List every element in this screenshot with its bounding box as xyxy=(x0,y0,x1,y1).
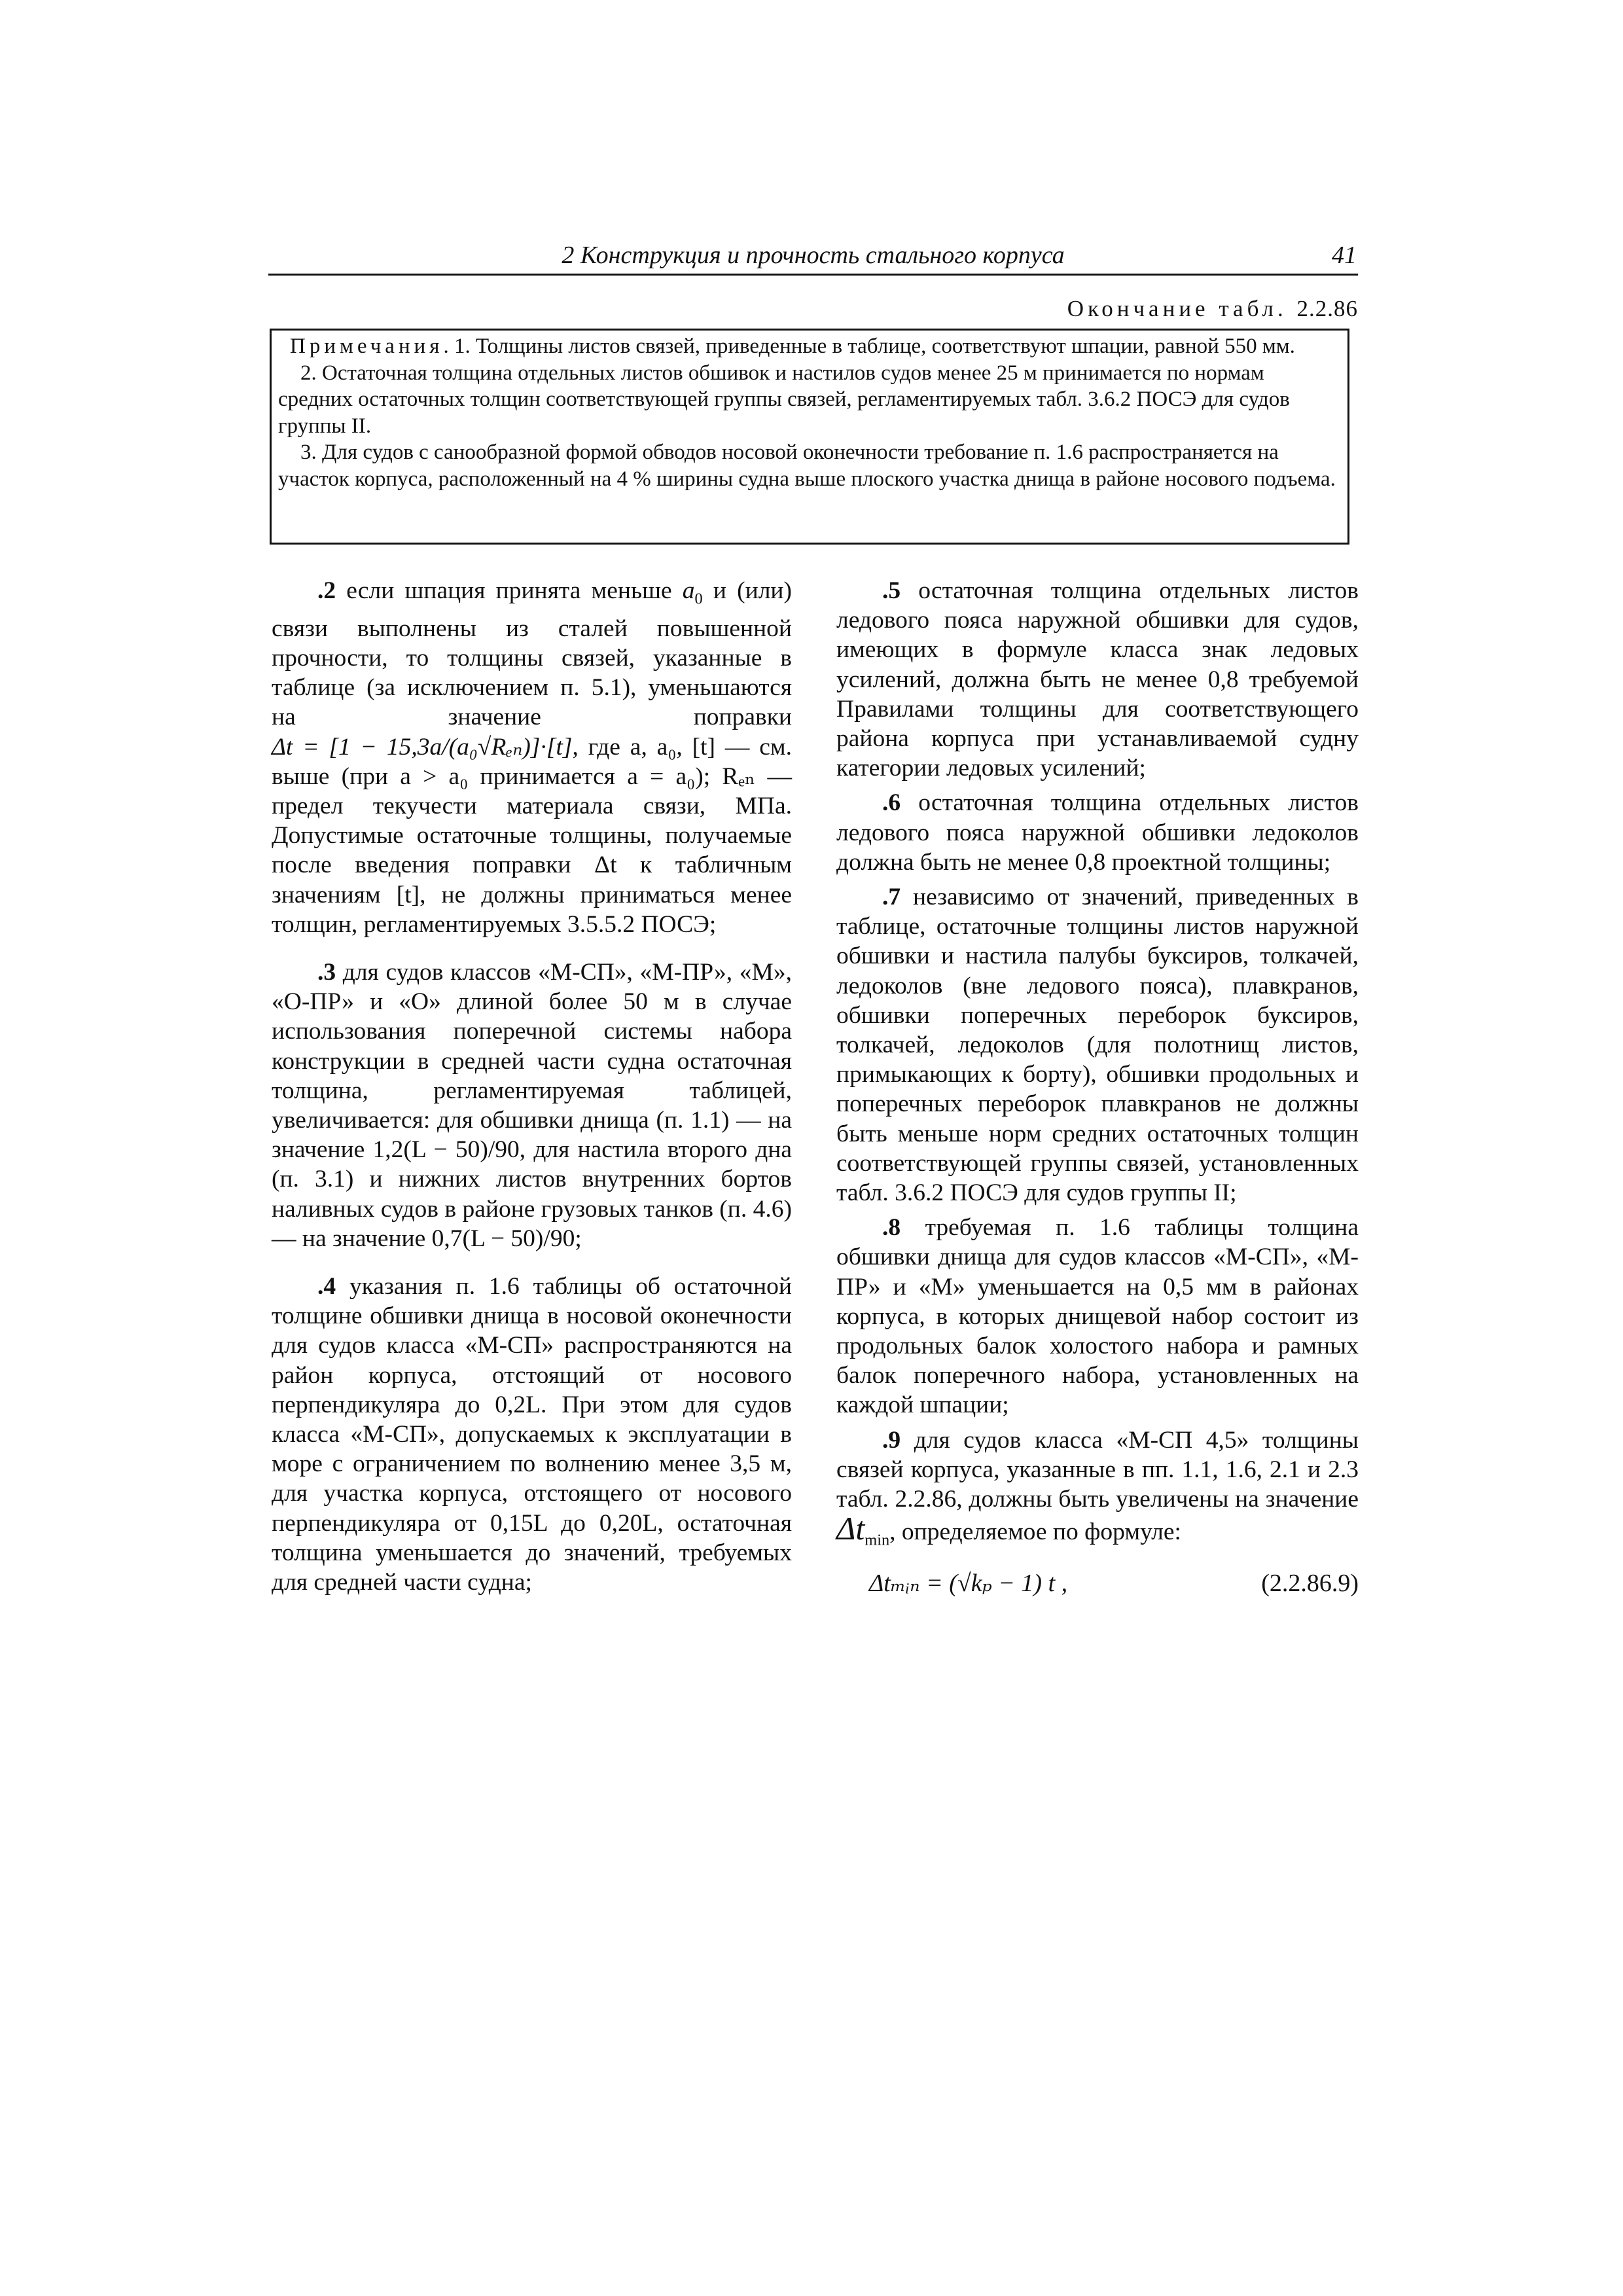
paragraph-4-text: указания п. 1.6 таблицы об остаточной толщине обшивки днища в носовой оконечности для судов класса «М-СП» распространяются на район корпуса, отстоящий от носового перпендикуляра до 0,2L. При этом для судов класса «М-СП», допускаемых к эксплуатации в море с ограничением по волнению менее 3,5 м, для участка корпуса, отстоящего от носового перпендикуляра от 0,15L до 0,20L, остаточная толщина уменьшается до значений, требуемых для средней части судна; xyxy=(272,1272,792,1596)
paragraph-5 xyxy=(836,576,1359,783)
correction-formula: Δt = [1 − 15,3a/(a₀√Rₑₙ)]·[t] xyxy=(272,733,573,761)
table-continuation-label xyxy=(1067,296,1358,322)
paragraph-7-number: .7 xyxy=(882,884,901,911)
note-1 xyxy=(278,333,1341,360)
running-header xyxy=(268,237,1358,276)
equation-2-2-86-9 xyxy=(836,1560,1359,1606)
paragraph-9-number: .9 xyxy=(882,1426,901,1454)
paragraph-8-number: .8 xyxy=(882,1214,901,1242)
paragraph-3-number: .3 xyxy=(317,958,336,986)
paragraph-4-number: .4 xyxy=(317,1272,336,1300)
paragraph-6-number: .6 xyxy=(882,789,901,817)
table-number: 2.2.86 xyxy=(1296,296,1358,321)
formula-tank-increase: 0,7(L − 50)/90 xyxy=(431,1225,575,1252)
right-column xyxy=(836,576,1359,1606)
paragraph-3 xyxy=(272,958,792,1253)
paragraph-6-text: остаточная толщина отдельных листов ледового пояса наружной обшивки ледоколов должна быть не менее 0,8 проектной толщины; xyxy=(836,789,1359,876)
symbol-a0: a xyxy=(682,577,695,604)
equation-number: (2.2.86.9) xyxy=(1261,1570,1359,1597)
paragraph-2: .2 если шпация принята меньше $a_0$ и (или) связи выполнены из сталей повышенной прочности, то толщины связей, указанные в таблице (за исключением п. 5.1), уменьшаются на значение поправки Δt = [1 − 15,3a/(a₀√Rₑₙ)]·[t], где a, a₀, [t] — см. выше (при a > a₀ принимается a = a₀); Rₑₙ — предел текучести материала связи, МПа. Допустимые остаточные толщины, получаемые после введения поправки Δt к табличным значениям [t], не должны приниматься менее толщин, регламентируемых 3.5.5.2 ПОСЭ; xyxy=(272,577,792,938)
paragraph-3-text-c: ; xyxy=(575,1225,582,1252)
paragraph-2-text-b: и (или) связи выполнены из сталей повышенной прочности, то толщины связей, указанные в таблице (за исключением п. 5.1), уменьшаются на значение поправки xyxy=(272,577,792,731)
paragraph-3-text-a: для судов классов «М-СП», «М-ПР», «М», «О-ПР» и «О» длиной более 50 м в случае использования поперечной системы набора конструкции в средней части судна остаточная толщина, регламентируемая таблицей, увеличивается: для обшивки днища (п. 1.1) — на значение xyxy=(272,958,792,1164)
paragraph-6 xyxy=(836,788,1359,877)
symbol-delta-t: Δt xyxy=(836,1510,865,1547)
chapter-title: 2 Конструкция и прочность стального корпуса xyxy=(562,242,1065,269)
paragraph-7 xyxy=(836,882,1359,1208)
paragraph-7-text: независимо от значений, приведенных в таблице, остаточные толщины листов наружной обшивки и настила палубы буксиров, толкачей, ледоколов (вне ледового пояса), плавкранов, обшивки поперечных переборок буксиров, толкачей, ледоколов (для полотнищ листов, примыкающих к борту), обшивки продольных и поперечных переборок плавкранов не должны быть меньше норм средних остаточных толщин соответствующей группы связей, установленных табл. 3.6.2 ПОСЭ для судов группы II; xyxy=(836,884,1359,1207)
equation-body: Δtₘᵢₙ = (√kₚ − 1) t , xyxy=(869,1570,1068,1597)
note-3: 3. Для судов с санообразной формой обводов носовой оконечности требование п. 1.6 распространяется на участок корпуса, расположенный на 4 % ширины судна выше плоского участка днища в районе носового подъема. xyxy=(278,440,1336,491)
notes-heading: Примечания xyxy=(290,334,444,358)
paragraph-9 xyxy=(836,1426,1359,1555)
note-1-text: . 1. Толщины листов связей, приведенные в таблице, соответствуют шпации, равной 550 мм. xyxy=(443,334,1295,358)
symbol-delta-t-subscript: min xyxy=(865,1531,890,1549)
paragraph-9-text-b: , определяемое по формуле: xyxy=(889,1518,1181,1546)
left-column xyxy=(272,576,792,1602)
paragraph-2-text-c: , где a, a₀, [t] — см. выше (при a > a₀ принимается a = a₀); Rₑₙ — предел текучести материала связи, МПа. Допустимые остаточные толщины, получаемые после введения поправки Δt к табличным значениям [t], не должны приниматься менее толщин, регламентируемых 3.5.5.2 ПОСЭ; xyxy=(272,733,792,938)
table-notes-box xyxy=(270,329,1349,545)
paragraph-3-text-b: , для настила второго дна (п. 3.1) и нижних листов внутренних бортов наливных судов в районе грузовых танков (п. 4.6) — на значение xyxy=(272,1136,793,1252)
paragraph-5-number: .5 xyxy=(882,577,901,604)
formula-bottom-increase: 1,2(L − 50)/90 xyxy=(372,1136,520,1164)
note-2: 2. Остаточная толщина отдельных листов обшивок и настилов судов менее 25 м принимается по нормам средних остаточных толщин соответствующей группы связей, регламентируемых табл. 3.6.2 ПОСЭ для судов группы II. xyxy=(278,361,1290,438)
paragraph-5-text: остаточная толщина отдельных листов ледового пояса наружной обшивки для судов, имеющих в формуле класса знак ледовых усилений, должна быть не менее 0,8 требуемой Правилами толщины для соответствующего района корпуса при устанавливаемой судну категории ледовых усилений; xyxy=(836,577,1359,782)
paragraph-8 xyxy=(836,1213,1359,1420)
page-number: 41 xyxy=(1332,242,1357,269)
paragraph-4 xyxy=(272,1272,792,1597)
paragraph-8-text: требуемая п. 1.6 таблицы толщина обшивки днища для судов классов «М-СП», «М-ПР» и «М» уменьшается на 0,5 мм в районах корпуса, в которых днищевой набор состоит из продольных балок холостого набора и рамных балок поперечного набора, установленных на каждой шпации; xyxy=(836,1214,1359,1419)
paragraph-2-number: .2 xyxy=(317,577,336,604)
paragraph-9-text-a: для судов класса «М-СП 4,5» толщины связей корпуса, указанные в пп. 1.1, 1.6, 2.1 и 2.3 табл. 2.2.86, должны быть увеличены на значение xyxy=(836,1426,1359,1513)
table-continuation-text: Окончание табл. xyxy=(1067,296,1287,321)
paragraph-2-text-a: если шпация принята меньше xyxy=(336,577,683,604)
